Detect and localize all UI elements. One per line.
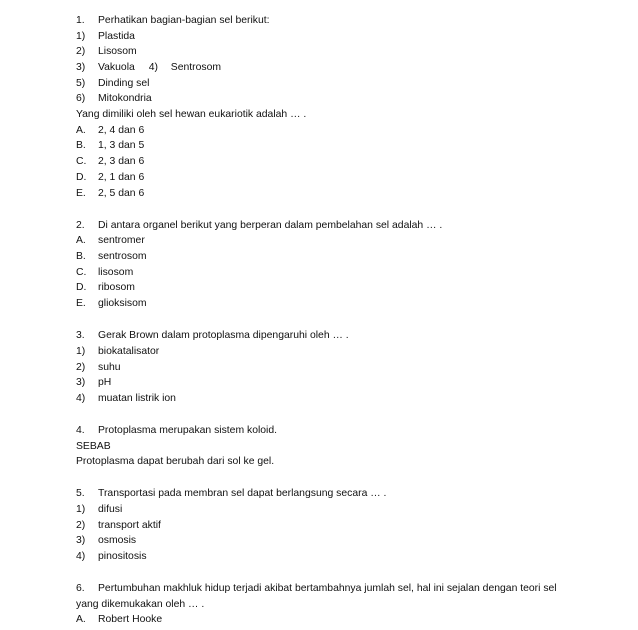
- q2-heading: 2. Di antara organel berikut yang berperan dalam pembelahan sel adalah … .: [76, 220, 443, 231]
- q3-item-3: 3) pH: [76, 377, 112, 388]
- q1-option-b: B. 1, 3 dan 5: [76, 140, 145, 151]
- q2-option-a: A. sentromer: [76, 235, 145, 246]
- q3-item-1: 1) biokatalisator: [76, 346, 160, 357]
- q5-question: Transportasi pada membran sel dapat berlangsung secara … .: [98, 488, 387, 499]
- q4-heading: 4. Protoplasma merupakan sistem koloid.: [76, 425, 278, 436]
- q1-item-2: 2) Lisosom: [76, 46, 137, 57]
- q1-option-c: C. 2, 3 dan 6: [76, 156, 145, 167]
- q4-statement: Protoplasma merupakan sistem koloid.: [98, 425, 278, 436]
- q1-option-e: E. 2, 5 dan 6: [76, 188, 145, 199]
- q1-item-6: 6) Mitokondria: [76, 93, 152, 104]
- q1-option-a: A. 2, 4 dan 6: [76, 125, 145, 136]
- q4-reason: Protoplasma dapat berubah dari sol ke gel.: [76, 456, 275, 467]
- q1-item-3: 3) Vakuola 4) Sentrosom: [76, 62, 222, 73]
- q5-item-4: 4) pinositosis: [76, 551, 147, 562]
- q2-option-c: C. lisosom: [76, 267, 134, 278]
- q1-item-5: 5) Dinding sel: [76, 78, 150, 89]
- q2-option-e: E. glioksisom: [76, 298, 147, 309]
- q3-heading: 3. Gerak Brown dalam protoplasma dipengaruhi oleh … .: [76, 330, 349, 341]
- q5-item-1: 1) difusi: [76, 504, 123, 515]
- q3-question: Gerak Brown dalam protoplasma dipengaruhi oleh … .: [98, 330, 349, 341]
- q6-option-a: A. Robert Hooke: [76, 614, 163, 625]
- q1-stem: Yang dimiliki oleh sel hewan eukariotik adalah … .: [76, 109, 307, 120]
- q6-question: Pertumbuhan makhluk hidup terjadi akibat bertambahnya jumlah sel, hal ini sejalan dengan teori sel: [98, 583, 557, 594]
- q6-heading: 6. Pertumbuhan makhluk hidup terjadi akibat bertambahnya jumlah sel, hal ini sejalan dengan teori sel: [76, 583, 557, 594]
- q6-question-cont: yang dikemukakan oleh … .: [76, 599, 205, 610]
- q5-item-2: 2) transport aktif: [76, 520, 161, 531]
- q2-option-d: D. ribosom: [76, 282, 135, 293]
- q1-option-d: D. 2, 1 dan 6: [76, 172, 145, 183]
- q1-item-1: 1) Plastida: [76, 31, 135, 42]
- q2-question: Di antara organel berikut yang berperan dalam pembelahan sel adalah … .: [98, 220, 443, 231]
- q2-option-b: B. sentrosom: [76, 251, 147, 262]
- q5-item-3: 3) osmosis: [76, 535, 137, 546]
- q1-heading: 1. Perhatikan bagian-bagian sel berikut:: [76, 15, 270, 26]
- q5-heading: 5. Transportasi pada membran sel dapat berlangsung secara … .: [76, 488, 387, 499]
- q1-question: Perhatikan bagian-bagian sel berikut:: [98, 15, 270, 26]
- q3-item-4: 4) muatan listrik ion: [76, 393, 176, 404]
- q3-item-2: 2) suhu: [76, 362, 121, 373]
- q4-sebab: SEBAB: [76, 441, 111, 452]
